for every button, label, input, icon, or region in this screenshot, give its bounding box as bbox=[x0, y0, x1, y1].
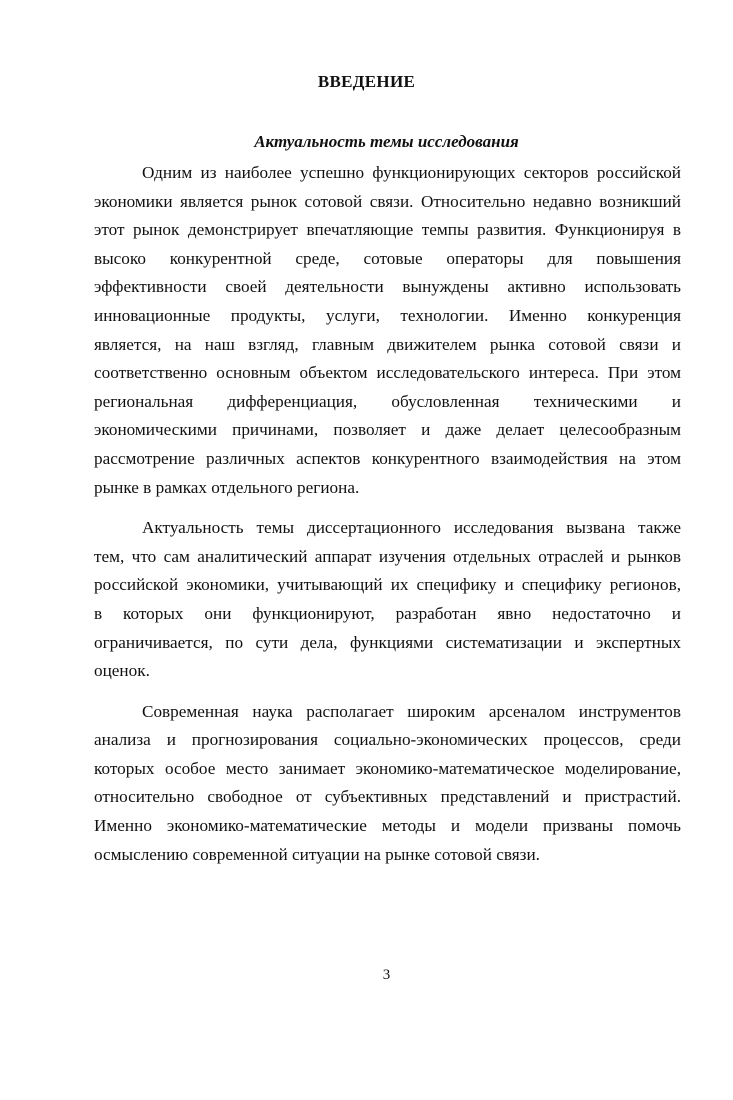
text-line: тем, что сам аналитический аппарат изучения отдельных отраслей и рынков bbox=[94, 546, 681, 566]
text-line: эффективности своей деятельности вынуждены активно использовать bbox=[94, 277, 681, 297]
text-line: инновационные продукты, услуги, технологии. Именно конкуренция bbox=[94, 305, 681, 325]
text-line: рассмотрение различных аспектов конкурентного взаимодействия на этом bbox=[94, 448, 681, 468]
text-line: рынке в рамках отдельного региона. bbox=[94, 477, 360, 497]
text-line: анализа и прогнозирования социально-экономических процессов, среди bbox=[94, 730, 681, 750]
text-line: соответственно основным объектом исследовательского интереса. При этом bbox=[94, 363, 681, 383]
paragraph bbox=[94, 159, 681, 502]
text-line: этот рынок демонстрирует впечатляющие темпы развития. Функционируя в bbox=[94, 220, 681, 240]
text-line: экономики является рынок сотовой связи. Относительно недавно возникший bbox=[94, 191, 681, 211]
paragraph bbox=[94, 698, 681, 870]
text-line: Одним из наиболее успешно функционирующих секторов российской bbox=[142, 163, 681, 182]
text-line: Актуальность темы диссертационного исследования вызвана также bbox=[142, 518, 681, 538]
section-subtitle: Актуальность темы исследования bbox=[254, 132, 519, 151]
page-title: ВВЕДЕНИЕ bbox=[317, 72, 416, 91]
text-line: региональная дифференциация, обусловленная техническими и bbox=[94, 391, 681, 411]
text-line: в которых они функционируют, разработан явно недостаточно и bbox=[94, 603, 681, 623]
text-line: является, на наш взгляд, главным движителем рынка сотовой связи и bbox=[94, 334, 681, 354]
text-line: оценок. bbox=[94, 661, 150, 681]
text-line: российской экономики, учитывающий их специфику и специфику регионов, bbox=[94, 575, 681, 595]
text-line: экономическими причинами, позволяет и даже делает целесообразным bbox=[94, 420, 681, 440]
text-line: осмыслению современной ситуации на рынке сотовой связи. bbox=[94, 844, 540, 864]
text-line: которых особое место занимает экономико-математическое моделирование, bbox=[94, 758, 681, 778]
text-line: Современная наука располагает широким арсеналом инструментов bbox=[142, 701, 681, 721]
text-line: Именно экономико-математические методы и модели призваны помочь bbox=[94, 816, 681, 836]
document-body bbox=[94, 159, 681, 869]
text-line: высоко конкурентной среде, сотовые операторы для повышения bbox=[94, 248, 681, 268]
page-number: 3 bbox=[382, 967, 391, 983]
text-line: относительно свободное от субъективных представлений и пристрастий. bbox=[94, 787, 681, 807]
text-line: ограничивается, по сути дела, функциями систематизации и экспертных bbox=[94, 632, 681, 652]
paragraph bbox=[94, 514, 681, 686]
